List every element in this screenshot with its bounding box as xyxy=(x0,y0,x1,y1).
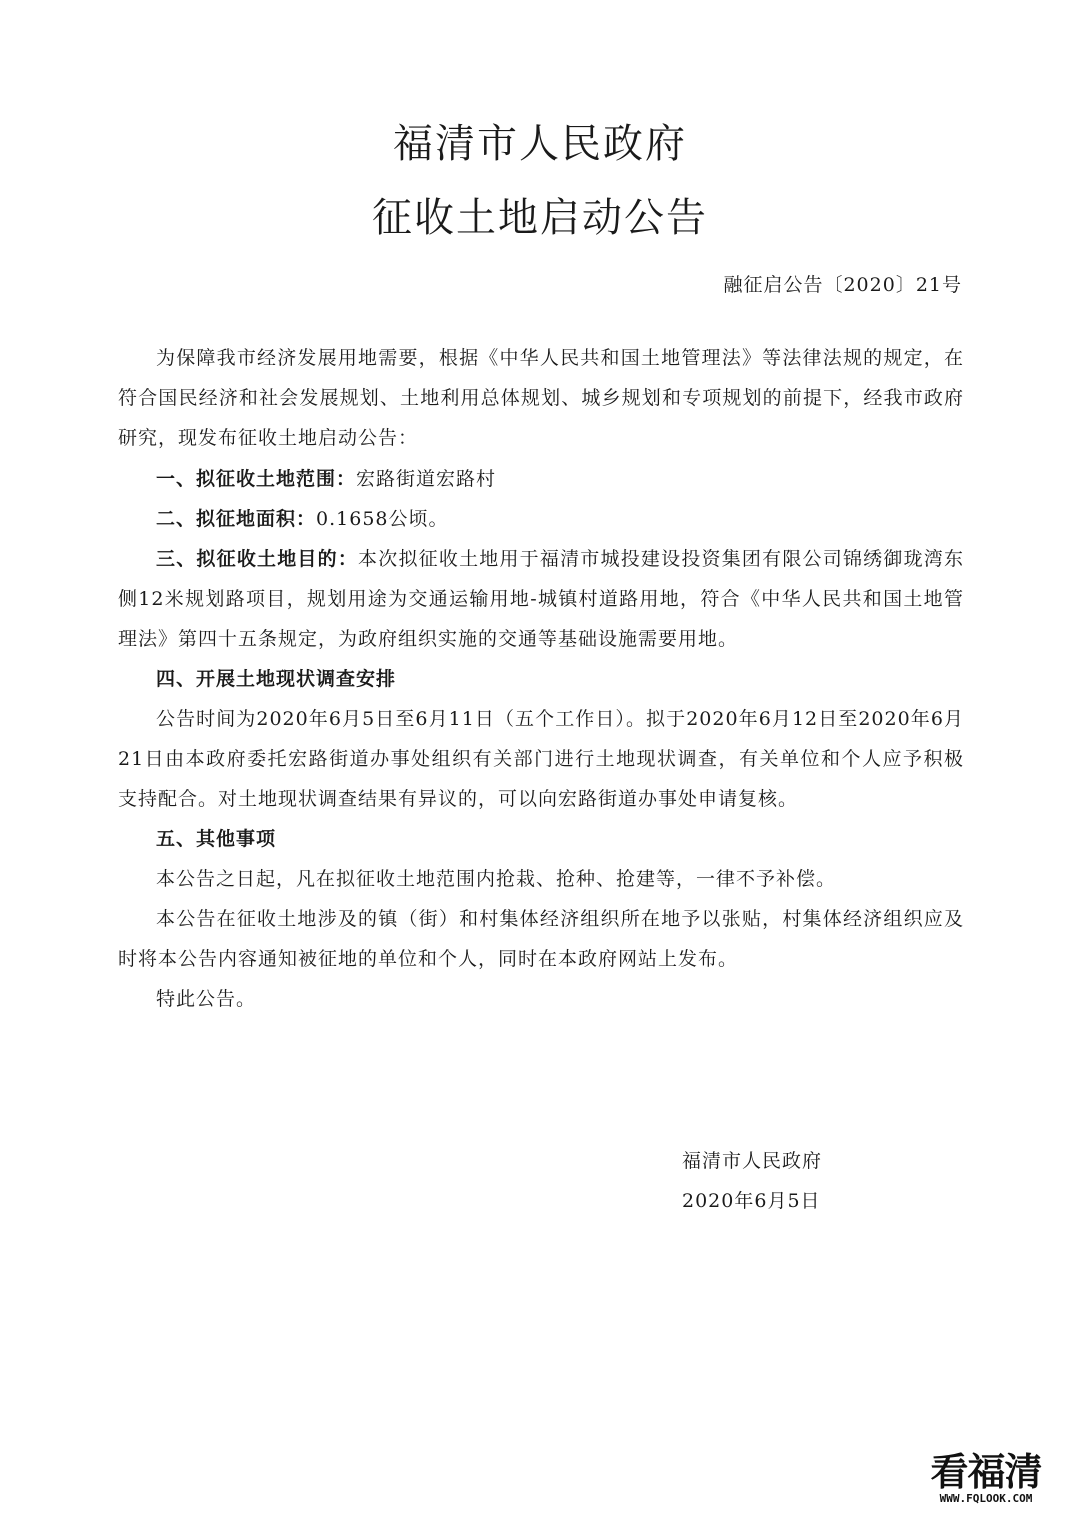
site-watermark xyxy=(918,1450,1054,1505)
signature-organization: 福清市人民政府 xyxy=(682,1150,823,1172)
section-5-text-b: 本公告在征收土地涉及的镇（街）和村集体经济组织所在地予以张贴，村集体经济组织应及时将本公告内容通知被征地的单位和个人，同时在本政府网站上发布。 xyxy=(118,908,964,970)
section-1 xyxy=(118,459,964,499)
section-2-heading: 二、拟征地面积： xyxy=(156,508,317,530)
intro-paragraph: 为保障我市经济发展用地需要，根据《中华人民共和国土地管理法》等法律法规的规定，在符合国民经济和社会发展规划、土地利用总体规划、城乡规划和专项规划的前提下，经我市政府研究，现发布征收土地启动公告： xyxy=(118,347,964,449)
signature-date: 2020年6月5日 xyxy=(682,1190,821,1212)
section-1-text: 宏路街道宏路村 xyxy=(356,468,497,490)
section-2-text: 0.1658公顷。 xyxy=(316,508,449,530)
document-number: 融征启公告〔2020〕21号 xyxy=(723,274,962,296)
section-4-heading: 四、开展土地现状调查安排 xyxy=(156,668,397,690)
section-3-text: 本次拟征收土地用于福清市城投建设投资集团有限公司锦绣御珑湾东侧12米规划路项目，规划用途为交通运输用地-城镇村道路用地，符合《中华人民共和国土地管理法》第四十五条规定，为政府组织实施的交通等基础设施需要用地。 xyxy=(118,548,964,650)
section-3 xyxy=(118,539,964,659)
closing-text: 特此公告。 xyxy=(156,988,257,1010)
watermark-url: WWW.FQLOOK.COM xyxy=(939,1492,1033,1505)
document-title-line1: 福清市人民政府 xyxy=(393,121,687,167)
section-5-heading: 五、其他事项 xyxy=(156,828,277,850)
section-1-heading: 一、拟征收土地范围： xyxy=(156,468,357,490)
section-4-text: 公告时间为2020年6月5日至6月11日（五个工作日）。拟于2020年6月12日至2020年6月21日由本政府委托宏路街道办事处组织有关部门进行土地现状调查，有关单位和个人应予积极支持配合。对土地现状调查结果有异议的，可以向宏路街道办事处申请复核。 xyxy=(118,708,964,810)
section-3-heading: 三、拟征收土地目的： xyxy=(156,548,359,570)
section-2 xyxy=(118,499,964,539)
watermark-logo: 看福清 xyxy=(930,1449,1042,1494)
document-title-line2: 征收土地启动公告 xyxy=(372,195,708,241)
section-5-text-a: 本公告之日起，凡在拟征收土地范围内抢栽、抢种、抢建等，一律不予补偿。 xyxy=(156,868,837,890)
